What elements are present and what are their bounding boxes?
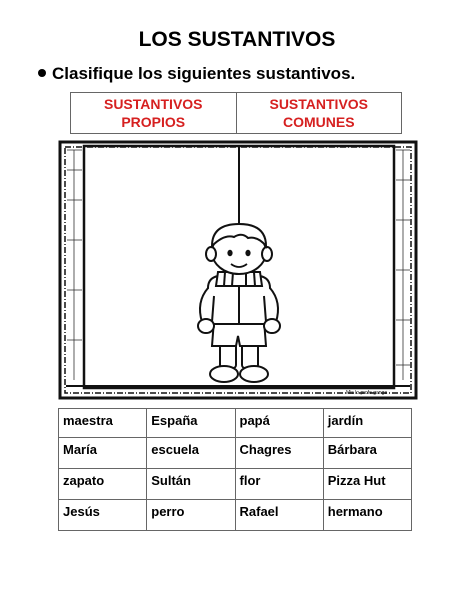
table-row [59, 469, 412, 500]
illustration-caption: Mis lo profe ganga [346, 390, 388, 396]
page-title: LOS SUSTANTIVOS [138, 28, 336, 51]
word-cell: España [147, 409, 235, 438]
word-cell: hermano [323, 500, 411, 531]
table-row [59, 500, 412, 531]
table-row [59, 409, 412, 438]
word-cell: Sultán [147, 469, 235, 500]
word-table [58, 408, 412, 531]
category-header-table [70, 92, 402, 134]
word-cell: escuela [147, 438, 235, 469]
word-cell: maestra [59, 409, 147, 438]
word-cell: Rafael [235, 500, 323, 531]
boy-figure [198, 224, 280, 382]
word-cell: perro [147, 500, 235, 531]
sorting-box-illustration [58, 140, 420, 402]
category-propios: SUSTANTIVOS PROPIOS [103, 96, 203, 130]
instruction-text: Clasifique los siguientes sustantivos. [52, 64, 356, 83]
category-comunes: SUSTANTIVOS COMUNES [236, 93, 402, 133]
word-cell: Pizza Hut [323, 469, 411, 500]
word-cell: María [59, 438, 147, 469]
word-cell: Chagres [235, 438, 323, 469]
word-cell: zapato [59, 469, 147, 500]
word-cell: jardín [323, 409, 411, 438]
word-cell: papá [235, 409, 323, 438]
instruction-line [38, 64, 355, 84]
table-row [59, 438, 412, 469]
word-cell: Bárbara [323, 438, 411, 469]
word-cell: Jesús [59, 500, 147, 531]
bullet-icon [38, 69, 46, 77]
word-cell: flor [235, 469, 323, 500]
